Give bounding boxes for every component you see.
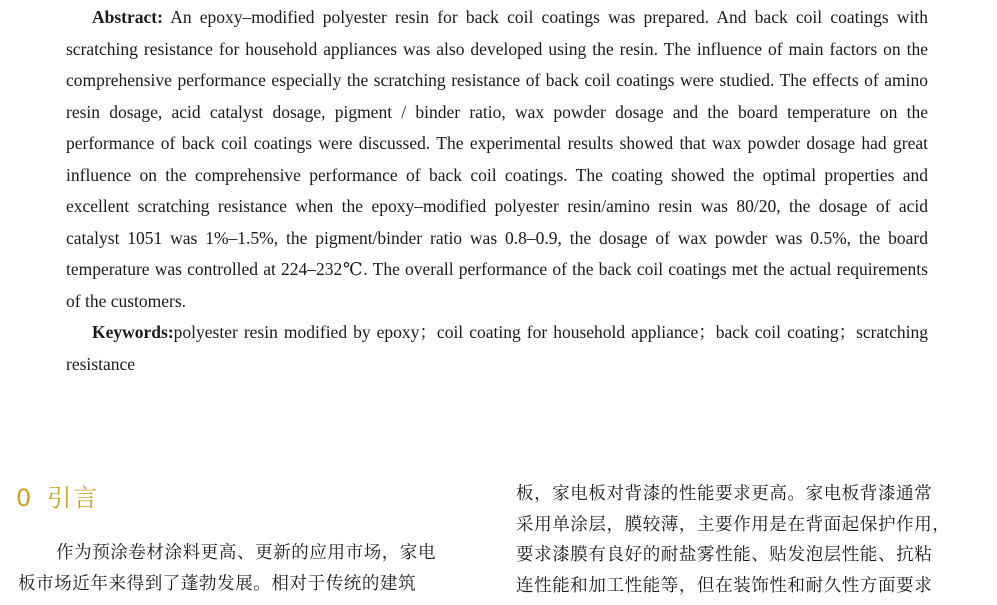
section-heading (16, 478, 99, 513)
left-line: 板市场近年来得到了蓬勃发展。相对于传统的建筑 (18, 573, 417, 594)
right-line: 连性能和加工性能等，但在装饰性和耐久性方面要求 (516, 575, 933, 596)
keywords-text: polyester resin modified by epoxy；coil coating for household appliance；back coil coating；scratching resistance (66, 322, 928, 374)
right-line: 要求漆膜有良好的耐盐雾性能、贴发泡层性能、抗粘 (516, 545, 933, 565)
abstract-paragraph (66, 2, 928, 317)
left-column (18, 538, 436, 599)
abstract-block (66, 2, 928, 380)
abstract-label: Abstract: (92, 7, 163, 27)
right-column (516, 479, 950, 601)
keywords-label: Keywords: (92, 322, 174, 342)
keywords-paragraph (66, 317, 928, 380)
section-title: 引言 (47, 484, 100, 512)
right-line: 板，家电板对背漆的性能要求更高。家电板背漆通常 (516, 484, 933, 504)
abstract-text: An epoxy–modified polyester resin for back coil coatings was prepared. And back coil coatings with scratching resistance for household appliances was also developed using the resin. The influence of main factors on the comprehensive performance especially the scratching resistance of back coil coatings were studied. The effects of amino resin dosage, acid catalyst dosage, pigment / binder ratio, wax powder dosage and the board temperature on the performance of back coil coatings were discussed. The experimental results showed that wax powder dosage had great influence on the comprehensive performance of back coil coatings. The coating showed the optimal properties and excellent scratching resistance when the epoxy–modified polyester resin/amino resin was 80/20, the dosage of acid catalyst 1051 was 1%–1.5%, the pigment/binder ratio was 0.8–0.9, the dosage of wax powder was 0.5%, the board temperature was controlled at 224–232℃. The overall performance of the back coil coatings met the actual requirements of the customers. (66, 7, 928, 311)
left-line: 作为预涂卷材涂料更高、更新的应用市场，家电 (56, 543, 437, 563)
section-number: 0 (16, 484, 34, 512)
right-line: 采用单涂层，膜较薄，主要作用是在背面起保护作用， (516, 514, 951, 535)
